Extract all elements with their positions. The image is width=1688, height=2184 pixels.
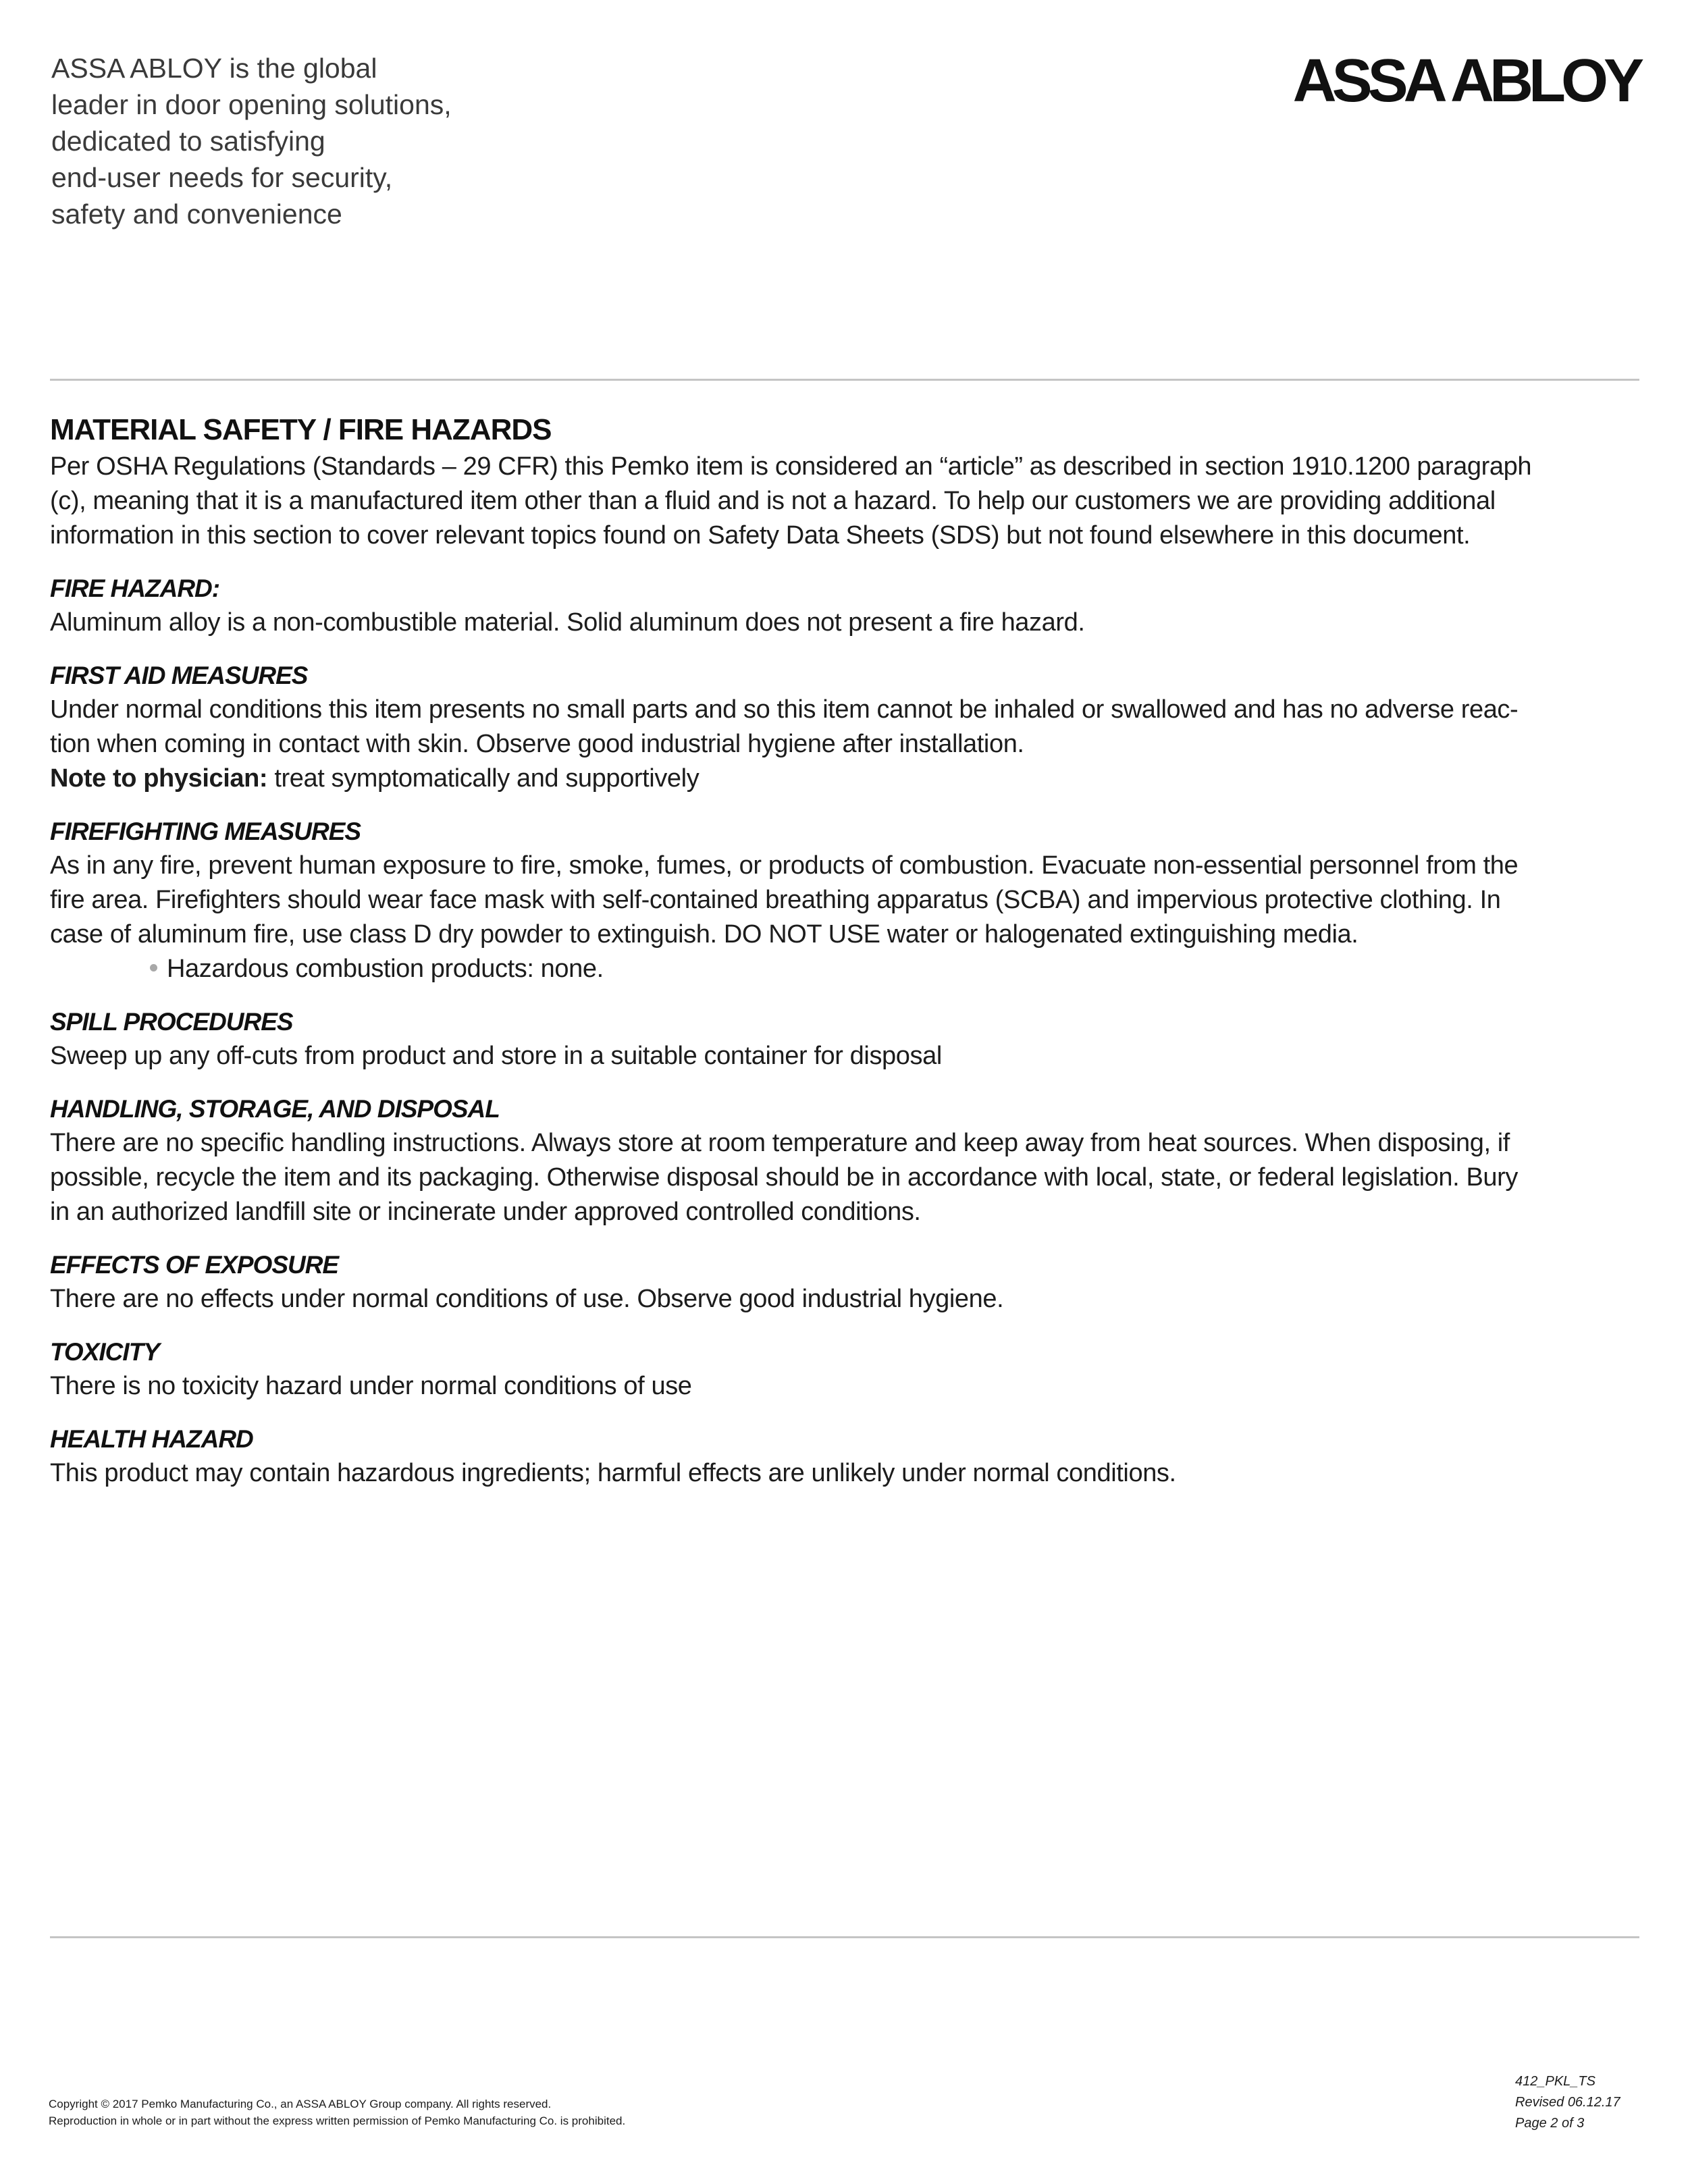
header-divider — [50, 379, 1639, 381]
text-line: fire area. Firefighters should wear face mask with self-contained breathing apparatus (SCBA) and impervious protective clothing. In — [50, 886, 1501, 914]
page-title: MATERIAL SAFETY / FIRE HAZARDS — [50, 413, 552, 446]
section-title: TOXICITY — [50, 1338, 159, 1366]
text-line: Aluminum alloy is a non-combustible material. Solid aluminum does not present a fire hazard. — [50, 608, 1085, 637]
text-line: Per OSHA Regulations (Standards – 29 CFR) this Pemko item is considered an “article” as described in section 1910.1200 paragraph — [50, 452, 1532, 481]
tagline-line: dedicated to satisfying — [51, 126, 325, 157]
section-title: FIRST AID MEASURES — [50, 662, 308, 689]
text-line: Under normal conditions this item presents no small parts and so this item cannot be inhaled or swallowed and has no adverse reac- — [50, 695, 1519, 724]
section-spill — [50, 1005, 1650, 1073]
bullet-text: Hazardous combustion products: none. — [167, 955, 604, 983]
section-first-aid — [50, 659, 1650, 796]
section-firefighting — [50, 815, 1650, 986]
copyright-line: Reproduction in whole or in part without the express written permission of Pemko Manufacturing Co. is prohibited. — [49, 2114, 626, 2127]
section-title: FIRE HAZARD: — [50, 575, 220, 602]
text-line: There is no toxicity hazard under normal conditions of use — [50, 1372, 692, 1400]
footer-divider — [50, 1936, 1639, 1938]
tagline-line: safety and convenience — [51, 198, 342, 230]
text-line: (c), meaning that it is a manufactured item other than a fluid and is not a hazard. To help our customers we are providing additional — [50, 487, 1496, 515]
bullet-dot-icon — [150, 964, 157, 971]
section-title: EFFECTS OF EXPOSURE — [50, 1251, 339, 1279]
section-title: HEALTH HAZARD — [50, 1425, 253, 1453]
text-line: in an authorized landfill site or incinerate under approved controlled conditions. — [50, 1198, 921, 1226]
text-line: This product may contain hazardous ingredients; harmful effects are unlikely under normal conditions. — [50, 1459, 1176, 1487]
copyright-line: Copyright © 2017 Pemko Manufacturing Co., an ASSA ABLOY Group company. All rights reserved. — [49, 2098, 552, 2110]
physician-note — [50, 762, 1650, 796]
section-toxicity — [50, 1335, 1650, 1404]
section-title: HANDLING, STORAGE, AND DISPOSAL — [50, 1095, 500, 1123]
assa-abloy-logo: ASSA ABLOY — [1292, 47, 1639, 115]
doc-code: 412_PKL_TS — [1515, 2074, 1595, 2089]
note-label: Note to physician: — [50, 764, 268, 793]
page-number: Page 2 of 3 — [1515, 2116, 1585, 2131]
company-tagline — [51, 50, 537, 232]
text-line: tion when coming in contact with skin. Observe good industrial hygiene after installation. — [50, 730, 1024, 758]
copyright-notice — [49, 2096, 625, 2129]
document-info — [1515, 2071, 1620, 2134]
text-line: As in any fire, prevent human exposure to fire, smoke, fumes, or products of combustion. Evacuate non-essential personnel from the — [50, 851, 1519, 880]
intro-paragraph — [50, 450, 1650, 553]
text-line: Sweep up any off-cuts from product and store in a suitable container for disposal — [50, 1042, 942, 1070]
section-fire-hazard — [50, 572, 1650, 640]
text-line: There are no specific handling instructions. Always store at room temperature and keep away from heat sources. When disposing, if — [50, 1129, 1510, 1157]
section-health — [50, 1422, 1650, 1491]
revision-date: Revised 06.12.17 — [1515, 2095, 1620, 2110]
bullet-item — [50, 952, 1650, 986]
section-effects — [50, 1248, 1650, 1316]
tagline-line: end-user needs for security, — [51, 162, 393, 193]
text-line: case of aluminum fire, use class D dry powder to extinguish. DO NOT USE water or halogenated extinguishing media. — [50, 920, 1359, 949]
text-line: There are no effects under normal conditions of use. Observe good industrial hygiene. — [50, 1285, 1004, 1313]
tagline-line: leader in door opening solutions, — [51, 89, 452, 120]
section-title: SPILL PROCEDURES — [50, 1008, 293, 1036]
section-handling — [50, 1092, 1650, 1229]
section-title: FIREFIGHTING MEASURES — [50, 818, 361, 845]
tagline-line: ASSA ABLOY is the global — [51, 53, 377, 84]
document-body — [50, 410, 1650, 1491]
note-text: treat symptomatically and supportively — [267, 764, 700, 793]
text-line: information in this section to cover relevant topics found on Safety Data Sheets (SDS) but not found elsewhere in this document. — [50, 521, 1471, 550]
text-line: possible, recycle the item and its packaging. Otherwise disposal should be in accordance with local, state, or federal legislation. Bury — [50, 1163, 1519, 1192]
